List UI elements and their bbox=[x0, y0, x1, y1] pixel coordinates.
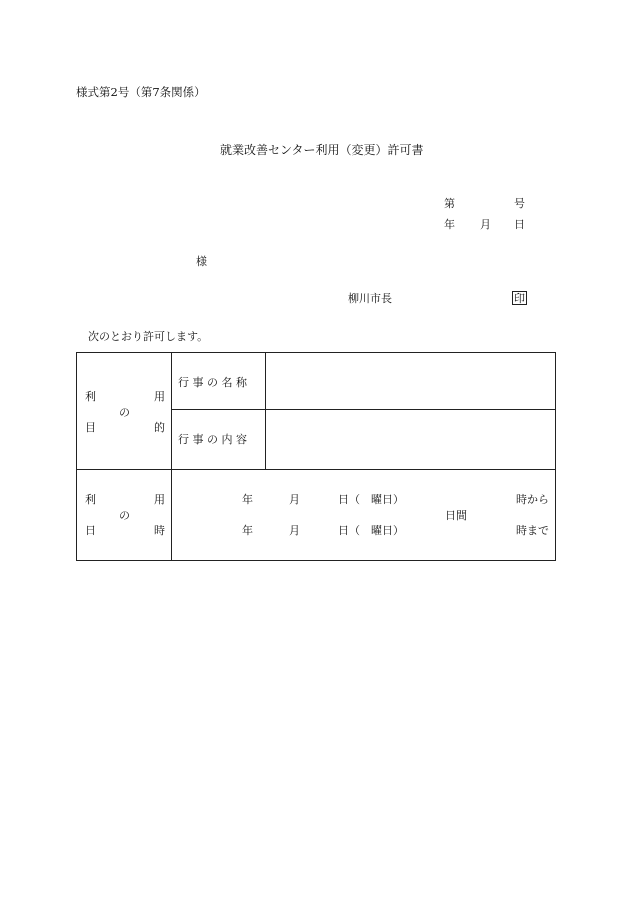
seal-mark bbox=[512, 291, 527, 305]
datetime-label-ri: 利 bbox=[85, 493, 96, 506]
datetime-label-nichi: 日 bbox=[85, 524, 96, 537]
end-month: 月 bbox=[289, 524, 300, 537]
end-year: 年 bbox=[242, 524, 253, 537]
start-month: 月 bbox=[289, 493, 300, 506]
seal-text: 印 bbox=[514, 292, 525, 305]
date-month: 月 bbox=[480, 218, 491, 231]
datetime-label-no: の bbox=[119, 509, 130, 522]
addressee-suffix: 様 bbox=[196, 255, 207, 268]
permit-table bbox=[76, 352, 556, 561]
datetime-label-you: 用 bbox=[154, 493, 165, 506]
datetime-label-ji: 時 bbox=[154, 524, 165, 537]
start-day: 日（ 曜日） bbox=[338, 493, 404, 506]
issuer-name: 柳川市長 bbox=[348, 292, 392, 305]
event-content-label: 行 事 の 内 容 bbox=[178, 433, 247, 446]
duration-days: 日間 bbox=[445, 509, 467, 522]
doc-number-go: 号 bbox=[514, 197, 525, 210]
document-title: 就業改善センター利用（変更）許可書 bbox=[220, 143, 424, 157]
purpose-label-ri: 利 bbox=[85, 390, 96, 403]
purpose-label-moku: 目 bbox=[85, 421, 96, 434]
table-divider-h2 bbox=[77, 469, 555, 470]
table-divider-v2 bbox=[265, 353, 266, 469]
purpose-label-teki: 的 bbox=[154, 421, 165, 434]
end-day: 日（ 曜日） bbox=[338, 524, 404, 537]
start-time: 時から bbox=[516, 493, 549, 506]
start-year: 年 bbox=[242, 493, 253, 506]
purpose-label-no: の bbox=[119, 406, 130, 419]
end-time: 時まで bbox=[516, 524, 549, 537]
purpose-label-you: 用 bbox=[154, 390, 165, 403]
table-divider-v1 bbox=[171, 353, 172, 560]
date-year: 年 bbox=[444, 218, 455, 231]
date-day: 日 bbox=[514, 218, 525, 231]
event-name-label: 行 事 の 名 称 bbox=[178, 376, 247, 389]
intro-text: 次のとおり許可します。 bbox=[88, 330, 209, 343]
form-number: 様式第2号（第7条関係） bbox=[76, 85, 206, 99]
table-divider-h1 bbox=[171, 409, 555, 410]
doc-number-dai: 第 bbox=[444, 197, 455, 210]
